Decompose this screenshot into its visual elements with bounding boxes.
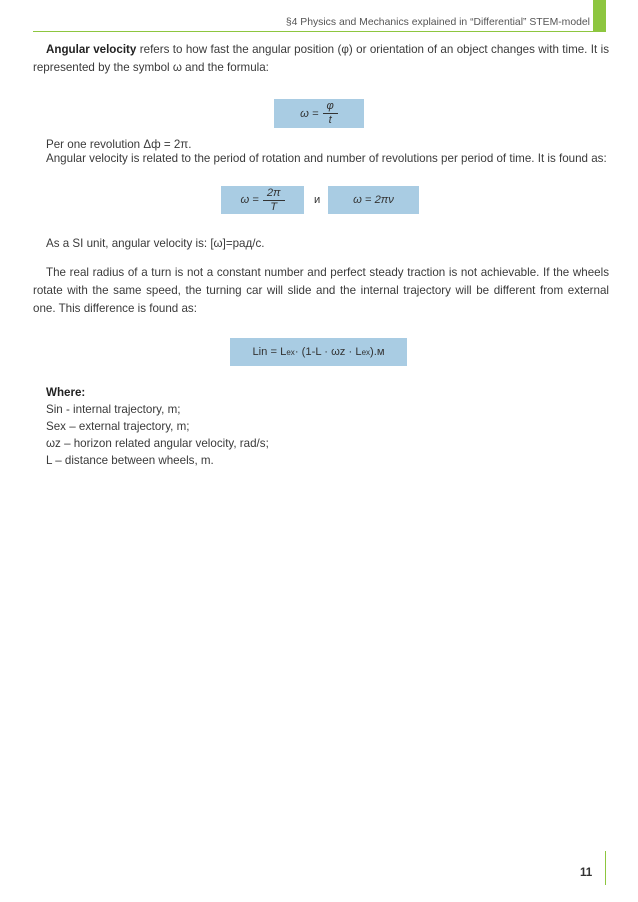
formula1-denominator: t — [328, 114, 332, 126]
where-legend — [46, 384, 269, 469]
period-paragraph: Angular velocity is related to the period of rotation and number of revolutions per period of time. It is found as: — [46, 152, 607, 165]
formula1-fraction — [323, 100, 338, 127]
formula1-lhs: ω = — [300, 107, 319, 120]
intro-text: refers to how fast the angular position (φ) or orientation of an object changes with time. It is represented by the symbol ω and the formula: — [33, 43, 609, 74]
running-header: §4 Physics and Mechanics explained in “Differential” STEM-model — [285, 17, 590, 28]
formula-internal-trajectory: Lin = L ex · (1-L · ωz · L ex ).м — [230, 338, 407, 366]
legend-item-sin: Sin - internal trajectory, m; — [46, 403, 181, 416]
revolution-paragraph: Per one revolution Δф = 2π. — [46, 138, 192, 151]
si-unit-paragraph: As a SI unit, angular velocity is: [ω]=рад/с. — [46, 237, 265, 250]
formula-omega-2pi-nu — [328, 186, 419, 214]
term-angular-velocity: Angular velocity — [46, 43, 137, 56]
formula3-text: ω = 2πν — [353, 194, 394, 206]
intro-paragraph — [33, 41, 609, 77]
footer-accent-line — [605, 851, 606, 885]
header-rule — [33, 31, 593, 32]
page-number: 11 — [580, 866, 593, 879]
formula-omega-phi-t — [274, 99, 364, 128]
formula2-lhs: ω = — [240, 194, 259, 206]
legend-item-omega-z: ωz – horizon related angular velocity, rad/s; — [46, 437, 269, 450]
formula2-numerator: 2π — [263, 187, 285, 201]
where-label: Where: — [46, 386, 86, 399]
legend-item-sex: Sex – external trajectory, m; — [46, 420, 190, 433]
and-conjunction: и — [314, 194, 321, 206]
legend-item-l: L – distance between wheels, m. — [46, 454, 214, 467]
turn-paragraph: The real radius of a turn is not a constant number and perfect steady traction is not achievable. If the wheels rotate with the same speed, the turning car will slide and the internal trajectory will be different from external one. This difference is found as: — [33, 266, 609, 315]
formula2-denominator: T — [270, 200, 278, 213]
formula-omega-2pi-t — [221, 186, 304, 214]
formula2-fraction — [263, 187, 285, 214]
formula1-numerator: φ — [323, 100, 338, 114]
header-accent-bar — [593, 0, 606, 32]
